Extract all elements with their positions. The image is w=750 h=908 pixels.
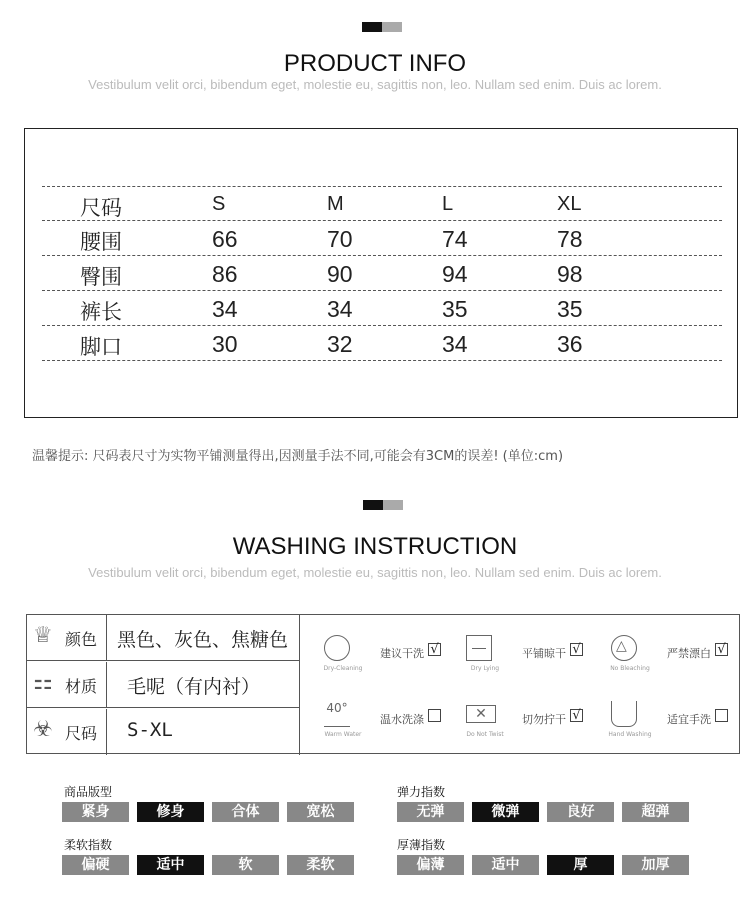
- care-checkbox: [715, 709, 728, 722]
- size-cell: 32: [327, 331, 353, 357]
- care-item: [308, 631, 448, 681]
- care-label: 切勿拧干: [522, 713, 566, 726]
- size-cell: 98: [557, 261, 583, 287]
- warm-water-icon: 40°: [324, 701, 350, 727]
- care-item: [450, 631, 590, 681]
- washing-table: [26, 614, 740, 754]
- softness-option-chip: 柔软: [287, 855, 354, 875]
- size-table-row: [42, 291, 722, 326]
- material-icon: ⚏: [33, 670, 53, 695]
- care-caption: Dry Lying: [470, 665, 500, 672]
- softness-option-chip: 适中: [137, 855, 204, 875]
- care-checkbox: √: [570, 643, 583, 656]
- wash-row-color: [27, 615, 299, 661]
- size-cell: 90: [327, 261, 353, 287]
- care-caption: Dry-Cleaning: [323, 665, 363, 672]
- care-checkbox: [428, 709, 441, 722]
- size-row-label: 臀围: [80, 265, 122, 289]
- size-table-row: [42, 186, 722, 221]
- care-caption: Warm Water: [324, 731, 362, 738]
- wash-value: 黑色、灰色、焦糖色: [117, 629, 289, 651]
- care-item: [450, 697, 590, 747]
- size-cell: 94: [442, 261, 468, 287]
- wash-row-size: [27, 709, 299, 755]
- size-table-row: [42, 256, 722, 291]
- section-divider-icon: [362, 22, 402, 32]
- care-checkbox: √: [428, 643, 441, 656]
- care-item: [308, 697, 448, 747]
- care-label: 平铺晾干: [522, 647, 566, 660]
- fit-option-chip: 合体: [212, 802, 279, 822]
- size-table-row: [42, 326, 722, 361]
- size-header-cell: S: [212, 193, 226, 215]
- care-instructions: [299, 615, 741, 755]
- care-item: [595, 697, 735, 747]
- size-cell: 86: [212, 261, 238, 287]
- softness-option-chip: 偏硬: [62, 855, 129, 875]
- fit-option-chip: 紧身: [62, 802, 129, 822]
- elasticity-option-chip: 超弹: [622, 802, 689, 822]
- fit-option-chip: 修身: [137, 802, 204, 822]
- care-checkbox: √: [715, 643, 728, 656]
- care-checkbox: √: [570, 709, 583, 722]
- product-info-subtitle: Vestibulum velit orci, bibendum eget, molestie eu, sagittis non, leo. Nullam sed enim. Duis ac lorem.: [88, 77, 662, 92]
- wash-label: 颜色: [65, 630, 98, 649]
- care-item: [595, 631, 735, 681]
- size-cell: 78: [557, 226, 583, 252]
- product-info-title: PRODUCT INFO: [283, 50, 467, 77]
- size-cell: 34: [212, 296, 238, 322]
- care-caption: Hand Washing: [608, 731, 652, 738]
- size-row-label: 尺码: [80, 196, 122, 220]
- size-cell: 34: [442, 331, 468, 357]
- care-caption: Do Not Twist: [466, 731, 504, 738]
- size-header-cell: M: [327, 193, 344, 215]
- shirt-icon: ☣: [33, 717, 53, 742]
- dress-icon: ♕: [33, 623, 53, 648]
- care-caption: No Bleaching: [610, 665, 650, 672]
- dry-clean-icon: [324, 635, 350, 661]
- wash-label-cell: [27, 709, 107, 755]
- thickness-option-chip: 厚: [547, 855, 614, 875]
- wash-label-cell: [27, 615, 107, 661]
- fit-index-title: 商品版型: [64, 785, 113, 799]
- size-header-cell: XL: [557, 193, 582, 215]
- softness-option-chip: 软: [212, 855, 279, 875]
- care-label: 适宜手洗: [667, 713, 711, 726]
- section-divider-icon: [363, 500, 403, 510]
- no-twist-icon: ✕: [466, 705, 496, 723]
- wash-value: S-XL: [127, 719, 173, 741]
- size-table-row: [42, 221, 722, 256]
- wash-value: 毛呢（有内衬）: [127, 676, 261, 698]
- dry-flat-icon: [466, 635, 492, 661]
- care-label: 建议干洗: [380, 647, 424, 660]
- size-header-cell: L: [442, 193, 454, 215]
- hand-wash-icon: [611, 701, 637, 727]
- thickness-option-chip: 适中: [472, 855, 539, 875]
- size-row-label: 腰围: [80, 230, 122, 254]
- size-cell: 74: [442, 226, 468, 252]
- size-cell: 66: [212, 226, 238, 252]
- size-cell: 35: [442, 296, 468, 322]
- size-cell: 30: [212, 331, 238, 357]
- thickness-option-chip: 加厚: [622, 855, 689, 875]
- care-label: 严禁漂白: [667, 647, 711, 660]
- size-row-label: 裤长: [80, 300, 122, 324]
- size-cell: 70: [327, 226, 353, 252]
- softness-index-title: 柔软指数: [64, 838, 113, 852]
- washing-subtitle: Vestibulum velit orci, bibendum eget, molestie eu, sagittis non, leo. Nullam sed enim. Duis ac lorem.: [88, 565, 662, 580]
- size-tip: 温馨提示: 尺码表尺寸为实物平铺测量得出,因测量手法不同,可能会有3CM的误差! (单位:cm): [32, 449, 564, 464]
- wash-label: 材质: [65, 677, 98, 696]
- thickness-index-title: 厚薄指数: [397, 838, 446, 852]
- elasticity-option-chip: 无弹: [397, 802, 464, 822]
- care-label: 温水洗涤: [380, 713, 424, 726]
- washing-title: WASHING INSTRUCTION: [232, 533, 518, 560]
- size-row-label: 脚口: [80, 335, 122, 359]
- elasticity-option-chip: 微弹: [472, 802, 539, 822]
- size-cell: 35: [557, 296, 583, 322]
- size-cell: 36: [557, 331, 583, 357]
- no-bleach-icon: △: [611, 635, 637, 661]
- fit-option-chip: 宽松: [287, 802, 354, 822]
- elasticity-index-title: 弹力指数: [397, 785, 446, 799]
- wash-row-material: [27, 662, 299, 708]
- size-cell: 34: [327, 296, 353, 322]
- wash-label: 尺码: [65, 724, 98, 743]
- elasticity-option-chip: 良好: [547, 802, 614, 822]
- thickness-option-chip: 偏薄: [397, 855, 464, 875]
- wash-label-cell: [27, 662, 107, 708]
